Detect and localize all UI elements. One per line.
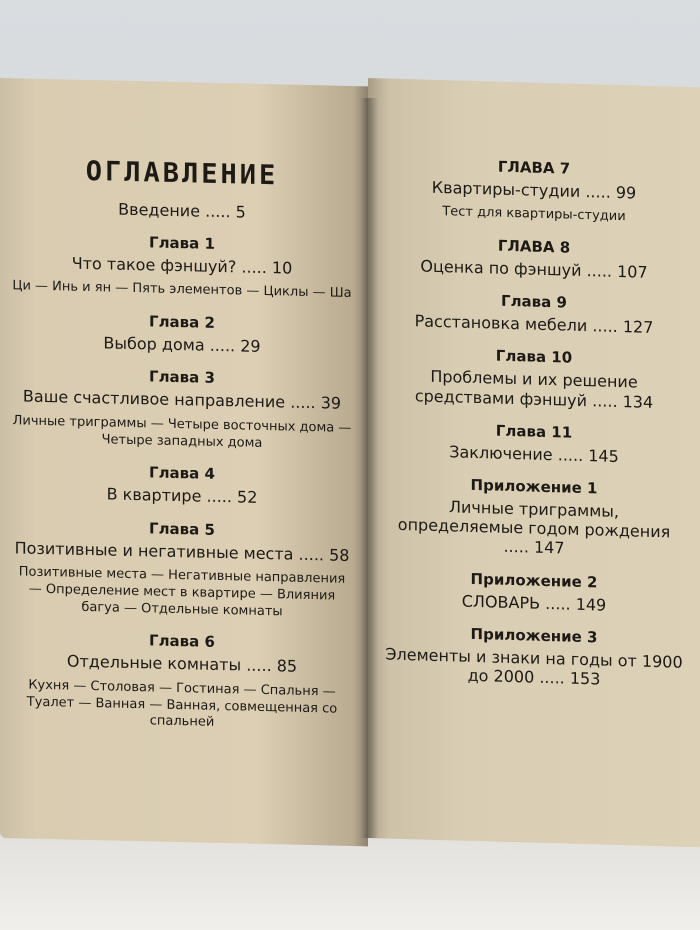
right-page [368,78,700,847]
table-of-contents-left [12,154,352,735]
chapter-topics: Кухня — Столовая — Гостиная — Спальня — Туалет — Ванная — Ванная, совмещенная со спальней [26,677,338,731]
chapter-title: Ваше счастливое направление ..... 39 [22,386,342,414]
chapter-heading: Глава 11 [495,421,573,442]
chapter-heading: Глава 2 [149,312,215,333]
chapter-title: В квартире ..... 52 [106,484,258,508]
toc-title: ОГЛАВЛЕНИЕ [85,155,279,192]
chapter-heading: Глава 10 [495,347,573,368]
open-book [0,78,700,838]
appendix-heading: Приложение 3 [470,624,598,647]
left-page [0,78,368,846]
chapter-title: Позитивные и негативные места ..... 58 [14,537,350,565]
chapter-title: Оценка по фэншуй ..... 107 [420,256,648,282]
chapter-title: Выбор дома ..... 29 [103,333,261,357]
chapter-topics: Личные триграммы — Четыре восточных дома — Четыре западных дома [12,412,352,451]
appendix-heading: Приложение 2 [470,569,598,591]
book-gutter-shadow [360,98,378,838]
chapter-heading: Глава 4 [149,463,215,484]
appendix-title: Элементы и знаки на годы от 1900 до 2000 ..... 153 [385,644,683,689]
chapter-title: Расстановка мебели ..... 127 [414,311,654,338]
chapter-topics: Тест для квартиры-студии [442,204,626,225]
chapter-title: Отдельные комнаты ..... 85 [66,651,298,677]
chapter-heading: Глава 3 [149,367,215,388]
appendix-heading: Приложение 1 [470,475,598,498]
toc-entry-introduction: Введение ..... 5 [118,199,246,222]
chapter-heading: Глава 1 [149,233,215,254]
table-of-contents-right [384,154,684,691]
chapter-title: Квартиры-студии ..... 99 [431,177,637,203]
appendix-title: Личные триграммы, определяемые годом рождения ..... 147 [397,497,671,558]
chapter-heading: Глава 5 [149,518,215,539]
chapter-heading: ГЛАВА 8 [497,236,571,257]
chapter-title: Что такое фэншуй? ..... 10 [71,253,293,278]
chapter-topics: Ци — Инь и ян — Пять элементов — Циклы — Ша [12,278,352,302]
chapter-heading: Глава 9 [501,291,567,312]
chapter-heading: Глава 6 [149,631,215,652]
appendix-title: СЛОВАРЬ ..... 149 [461,591,607,615]
chapter-title: Заключение ..... 145 [449,442,619,466]
chapter-topics: Позитивные места — Негативные направления — Определение мест в квартире — Влияния багуа — Отдельные комнаты [18,564,346,619]
chapter-heading: ГЛАВА 7 [497,157,571,178]
chapter-title: Проблемы и их решение средствами фэншуй ..... 134 [414,367,654,412]
